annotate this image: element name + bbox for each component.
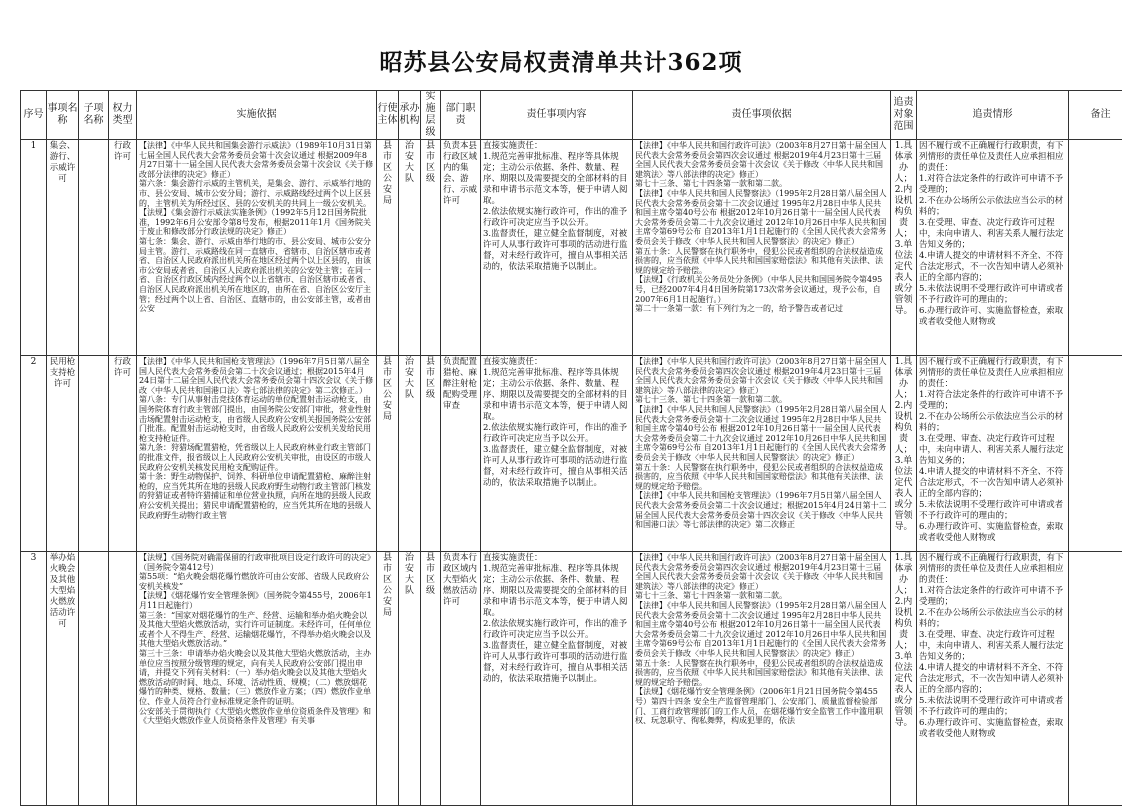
cell-situation: 因不履行或不正确履行行政职责，有下列情形的责任单位及责任人应承担相应的责任： 1.对符合法定条件的行政许可申请不予受理的； 2.不在办公场所公示依法应当公示的材料的； 3.在受理、审查、决定行政许可过程中，未向申请人、利害关系人履行法定告知义务的； 4.申请人提交的申请材料不齐全、不符合法定形式，不一次告知申请人必须补正的全部内容的； 5.未依法说明不受理行政许可申请或者不予行政许可的理由的； 6.办理行政许可、实施监督检查，索取或者收受他人财物或 xyxy=(917,552,1068,805)
cell-resp-basis: 【法律】《中华人民共和国行政许可法》（2003年8月27日第十届全国人民代表大会常务委员会第四次会议通过 根据2019年4月23日第十三届全国人民代表大会常务委员会第十次会议《关于修改〈中华人民共和国建筑法〉等八部法律的决定》修正） 第七十三条、第七十四条第一款和第二款。 【法律】《中华人民共和国人民警察法》（1995年2月28日第八届全国人民代表大会常务委员会第十二次会议通过 1995年2月28日中华人民共和国主席令第40号公布 根据2012年10月26日第十一届全国人民代表大会常务委员会第二十九次会议通过 2012年10月26日中华人民共和国主席令第69号公布 自2013年1月1日起施行的《全国人民代表大会常务委员会关于修改〈中华人民共和国人民警察法〉的决定》修正） 第五十条：人民警察在执行职务中，侵犯公民或者组织的合法权益造成损害的，应当依照《中华人民共和国国家赔偿法》和其他有关法律、法规的规定给予赔偿。 【法律】《中华人民共和国枪支管理法》（1996年7月5日第八届全国人民代表大会常务委员会第二十次会议通过；根据2015年4月24日第十二届全国人民代表大会常务委员会第十四次会议《关于修改〈中华人民共和国港口法〉等七部法律的决定》第二次修正 xyxy=(633,356,890,551)
cell-type xyxy=(109,552,136,805)
header-target: 追责对象范围 xyxy=(891,91,917,140)
cell-basis: 【法律】《中华人民共和国枪支管理法》（1996年7月5日第八届全国人民代表大会常务委员会第二十次会议通过；根据2015年4月24日第十二届全国人民代表大会常务委员会第十四次会议《关于修改〈中华人民共和国港口法〉等七部法律的决定》第二次修正。） 第八条：专门从事射击竞技体育运动的单位配置射击运动枪支，由国务院体育行政主管部门提出，由国务院公安部门审批，营业性射击场配置射击运动枪支，由省级人民政府公安机关报国务院公安部门批准。配置射击运动枪支时，由省级人民政府公安机关发给民用枪支持枪证件。 第九条：狩猎场配置猎枪，凭省级以上人民政府林业行政主管部门的批准文件，报省级以上人民政府公安机关审批，由设区的市级人民政府公安机关核发民用枪支配购证件。 第十条：野生动物保护、饲养、科研单位申请配置猎枪、麻醉注射枪的，应当凭其所在地的县级人民政府野生动物行政主管部门核发的狩猎证或者特许猎捕证和单位营业执照，向所在地的县级人民政府公安机关提出；猎民申请配置猎枪的，应当凭其所在地的县级人民政府野生动物行政主管 xyxy=(137,356,376,551)
cell-resp-basis: 【法律】《中华人民共和国行政许可法》（2003年8月27日第十届全国人民代表大会常务委员会第四次会议通过 根据2019年4月23日第十三届全国人民代表大会常务委员会第十次会议《关于修改〈中华人民共和国建筑法〉等八部法律的决定》修正） 第七十三条、第七十四条第一款和第二款。 【法律】《中华人民共和国人民警察法》（1995年2月28日第八届全国人民代表大会常务委员会第十二次会议通过 1995年2月28日中华人民共和国主席令第40号公布 根据2012年10月26日第十一届全国人民代表大会常务委员会第二十九次会议通过 2012年10月26日中华人民共和国主席令第69号公布 自2013年1月1日起施行的《全国人民代表大会常务委员会关于修改〈中华人民共和国人民警察法〉的决定》修正） 第五十条：人民警察在执行职务中，侵犯公民或者组织的合法权益造成损害的，应当依照《中华人民共和国国家赔偿法》和其他有关法律、法规的规定给予赔偿。 【法规】《行政机关公务员处分条例》（中华人民共和国国务院令第495号，已经2007年4月4日国务院第173次常务会议通过，现予公布，自2007年6月1日起施行。） 第二十一条第一款：有下列行为之一的，给予警告或者记过 xyxy=(633,140,890,355)
cell-duty: 负责本县行政区域内的集会、游行、示威许可 xyxy=(441,140,480,355)
cell-situation: 因不履行或不正确履行行政职责，有下列情形的责任单位及责任人应承担相应的责任： 1.对符合法定条件的行政许可申请不予受理的； 2.不在办公场所公示依法应当公示的材料的； 3.在受理、审查、决定行政许可过程中，未向申请人、利害关系人履行法定告知义务的； 4.申请人提交的申请材料不齐全、不符合法定形式，不一次告知申请人必须补正的全部内容的； 5.未依法说明不受理行政许可申请或者不予行政许可的理由的； 6.办理行政许可、实施监督检查，索取或者收受他人财物或 xyxy=(917,140,1068,355)
cell-target: 1.具体承办人；2.内设机构负责人；3.单位法定代表人或分管领导。 xyxy=(891,140,916,355)
header-type: 权力类型 xyxy=(109,91,137,140)
cell-org: 治安大队 xyxy=(399,552,420,805)
cell-level: 县市区级 xyxy=(421,552,440,805)
cell-duty: 负责本行政区域内大型焰火燃放活动许可 xyxy=(441,552,480,805)
cell-basis: 【法律】《中华人民共和国集会游行示威法》（1989年10月31日第七届全国人民代表大会常务委员会第十次会议通过 根据2009年8月27日第十一届全国人民代表大会常务委员会第十次会议《关于修改部分法律的决定》修正） 第六条：集会游行示威的主管机关，是集会、游行、示威举行地的市、县公安局、城市公安分局；游行、示威路线经过两个以上区县的，主管机关为所经过区、县的公安机关的共同上一级公安机关。 【法规】《集会游行示威法实施条例》（1992年5月12日国务院批准，1992年6月公安部令第8号发布，根据2011年1月《国务院关于废止和修改部分行政法规的决定》修正） 第七条：集会、游行、示威由举行地的市、县公安局、城市公安分局主管。游行、示威路线在同一直辖市、省辖市、自治区辖市或者省、自治区人民政府派出机关所在地区经过两个以上区县的，由该市公安局或者省、自治区人民政府派出机关的公安处主管；在同一省、自治区行政区域内经过两个以上省辖市、自治区辖市或者省、自治区人民政府派出机关所在地区的，由所在省、自治区公安厅主管；经过两个以上省、自治区、直辖市的，由公安部主管，或者由公安 xyxy=(137,140,376,355)
cell-org: 治安大队 xyxy=(399,356,420,551)
header-name: 事项名称 xyxy=(47,91,79,140)
cell-subject: 县市区公安局 xyxy=(377,356,398,551)
cell-remark xyxy=(1069,552,1122,805)
cell-name: 民用枪支持枪许可 xyxy=(47,356,78,551)
cell-no: 3 xyxy=(21,552,46,805)
cell-name: 集会、游行、示威许可 xyxy=(47,140,78,355)
page-title: 昭苏县公安局权责清单共计362项 xyxy=(0,44,1122,77)
header-duty: 部门职责 xyxy=(441,91,481,140)
header-no: 序号 xyxy=(21,91,47,140)
cell-type: 行政许可 xyxy=(109,356,136,551)
cell-duty: 负责配置猎枪、麻醉注射枪配购受理审查 xyxy=(441,356,480,551)
cell-org: 治安大队 xyxy=(399,140,420,355)
header-sub: 子项名称 xyxy=(79,91,109,140)
header-remark: 备注 xyxy=(1069,91,1122,140)
power-list-table xyxy=(20,90,1122,806)
header-basis: 实施依据 xyxy=(137,91,377,140)
cell-basis: 【法规】《国务院对确需保留的行政审批项目设定行政许可的决定》（国务院令第412号） 第55项：“焰火晚会烟花爆竹燃放许可由公安部、省级人民政府公安机关核发” 【法规】《烟花爆竹安全管理条例》（国务院令第455号，2006年1月11日起施行） 第三条：“国家对烟花爆竹的生产、经营、运输和举办焰火晚会以及其他大型焰火燃放活动，实行许可证制度。未经许可，任何单位或者个人不得生产、经营、运输烟花爆竹，不得举办焰火晚会以及其他大型焰火燃放活动。” 第三十三条：申请举办焰火晚会以及其他大型焰火燃放活动，主办单位应当按照分级管理的规定，向有关人民政府公安部门提出申请，并提交下列有关材料：（一）举办焰火晚会以及其他大型焰火燃放活动的时间、地点、环境、活动性质、规模；（二）燃放烟花爆竹的种类、规格、数量；（三）燃放作业方案；（四）燃放作业单位、作业人员符合行业标准规定条件的证明。 公安部关于贯彻执行《大型焰火燃放作业单位资质条件及管理》和《大型焰火燃放作业人员资格条件及管理》有关事 xyxy=(137,552,376,805)
header-org: 承办机构 xyxy=(399,91,421,140)
cell-sub xyxy=(79,552,108,805)
cell-content: 直接实施责任： 1.规范完善审批标准、程序等具体规定；主动公示依据、条件、数量、程序、期限以及需要提交的全部材料的目录和申请书示范文本等，便于申请人阅取。 2.依法依规实施行政许可，作出的准予行政许可决定应当予以公开。 3.监督责任，建立健全监督制度，对被许可人从事行政许可事项的活动进行监督，对未经行政许可，擅自从事相关活动的，依法采取措施予以制止。 xyxy=(481,140,632,355)
cell-sub xyxy=(79,356,108,551)
cell-resp-basis: 【法律】《中华人民共和国行政许可法》（2003年8月27日第十届全国人民代表大会常务委员会第四次会议通过 根据2019年4月23日第十三届全国人民代表大会常务委员会第十次会议《关于修改〈中华人民共和国建筑法〉等八部法律的决定》修正） 第七十三条、第七十四条第一款和第二款。 【法律】《中华人民共和国人民警察法》（1995年2月28日第八届全国人民代表大会常务委员会第十二次会议通过 1995年2月28日中华人民共和国主席令第40号公布 根据2012年10月26日第十一届全国人民代表大会常务委员会第二十九次会议通过 2012年10月26日中华人民共和国主席令第69号公布 自2013年1月1日起施行的《全国人民代表大会常务委员会关于修改〈中华人民共和国人民警察法〉的决定》修正） 第五十条：人民警察在执行职务中，侵犯公民或者组织的合法权益造成损害的，应当依照《中华人民共和国国家赔偿法》和其他有关法律、法规的规定给予赔偿。 【法规】《烟花爆竹安全管理条例》（2006年1月21日国务院令第455号）第四十四条 安全生产监督管理部门、公安部门、质量监督检验部门、工商行政管理部门的工作人员，在烟花爆竹安全监管工作中滥用职权、玩忽职守、徇私舞弊，构成犯罪的，依法 xyxy=(633,552,890,805)
header-subject: 行使主体 xyxy=(377,91,399,140)
header-level: 实施层级 xyxy=(421,91,441,140)
cell-situation: 因不履行或不正确履行行政职责，有下列情形的责任单位及责任人应承担相应的责任： 1.对符合法定条件的行政许可申请不予受理的； 2.不在办公场所公示依法应当公示的材料的； 3.在受理、审查、决定行政许可过程中，未向申请人、利害关系人履行法定告知义务的； 4.申请人提交的申请材料不齐全、不符合法定形式，不一次告知申请人必须补正的全部内容的； 5.未依法说明不受理行政许可申请或者不予行政许可的理由的； 6.办理行政许可、实施监督检查，索取或者收受他人财物或 xyxy=(917,356,1068,551)
cell-level: 县市区级 xyxy=(421,140,440,355)
table-row xyxy=(21,140,1122,356)
header-situation: 追责情形 xyxy=(917,91,1069,140)
cell-no: 1 xyxy=(21,140,46,355)
header-content: 责任事项内容 xyxy=(481,91,633,140)
cell-content: 直接实施责任： 1.规范完善审批标准、程序等具体规定；主动公示依据、条件、数量、程序、期限以及需要提交的全部材料的目录和申请书示范文本等，便于申请人阅取。 2.依法依规实施行政许可，作出的准予行政许可决定应当予以公开。 3.监督责任，建立健全监督制度，对被许可人从事行政许可事项的活动进行监督，对未经行政许可，擅自从事相关活动的，依法采取措施予以制止。 xyxy=(481,552,632,805)
header-resp-basis: 责任事项依据 xyxy=(633,91,891,140)
cell-remark xyxy=(1069,140,1122,355)
table-row xyxy=(21,356,1122,552)
cell-target: 1.具体承办人；2.内设机构负责人；3.单位法定代表人或分管领导。 xyxy=(891,552,916,805)
table-header-row xyxy=(21,91,1122,140)
cell-type: 行政许可 xyxy=(109,140,136,355)
cell-no: 2 xyxy=(21,356,46,551)
cell-subject: 县市区公安局 xyxy=(377,552,398,805)
cell-remark xyxy=(1069,356,1122,551)
cell-level: 县市区级 xyxy=(421,356,440,551)
cell-target: 1.具体承办人；2.内设机构负责人；3.单位法定代表人或分管领导。 xyxy=(891,356,916,551)
cell-sub xyxy=(79,140,108,355)
cell-content: 直接实施责任： 1.规范完善审批标准、程序等具体规定；主动公示依据、条件、数量、程序、期限以及需要提交的全部材料的目录和申请书示范文本等，便于申请人阅取。 2.依法依规实施行政许可，作出的准予行政许可决定应当予以公开。 3.监督责任，建立健全监督制度，对被许可人从事行政许可事项的活动进行监督，对未经行政许可，擅自从事相关活动的，依法采取措施予以制止。 xyxy=(481,356,632,551)
table-row xyxy=(21,552,1122,806)
cell-name: 举办焰火晚会及其他大型焰火燃放活动许可 xyxy=(47,552,78,805)
cell-subject: 县市区公安局 xyxy=(377,140,398,355)
